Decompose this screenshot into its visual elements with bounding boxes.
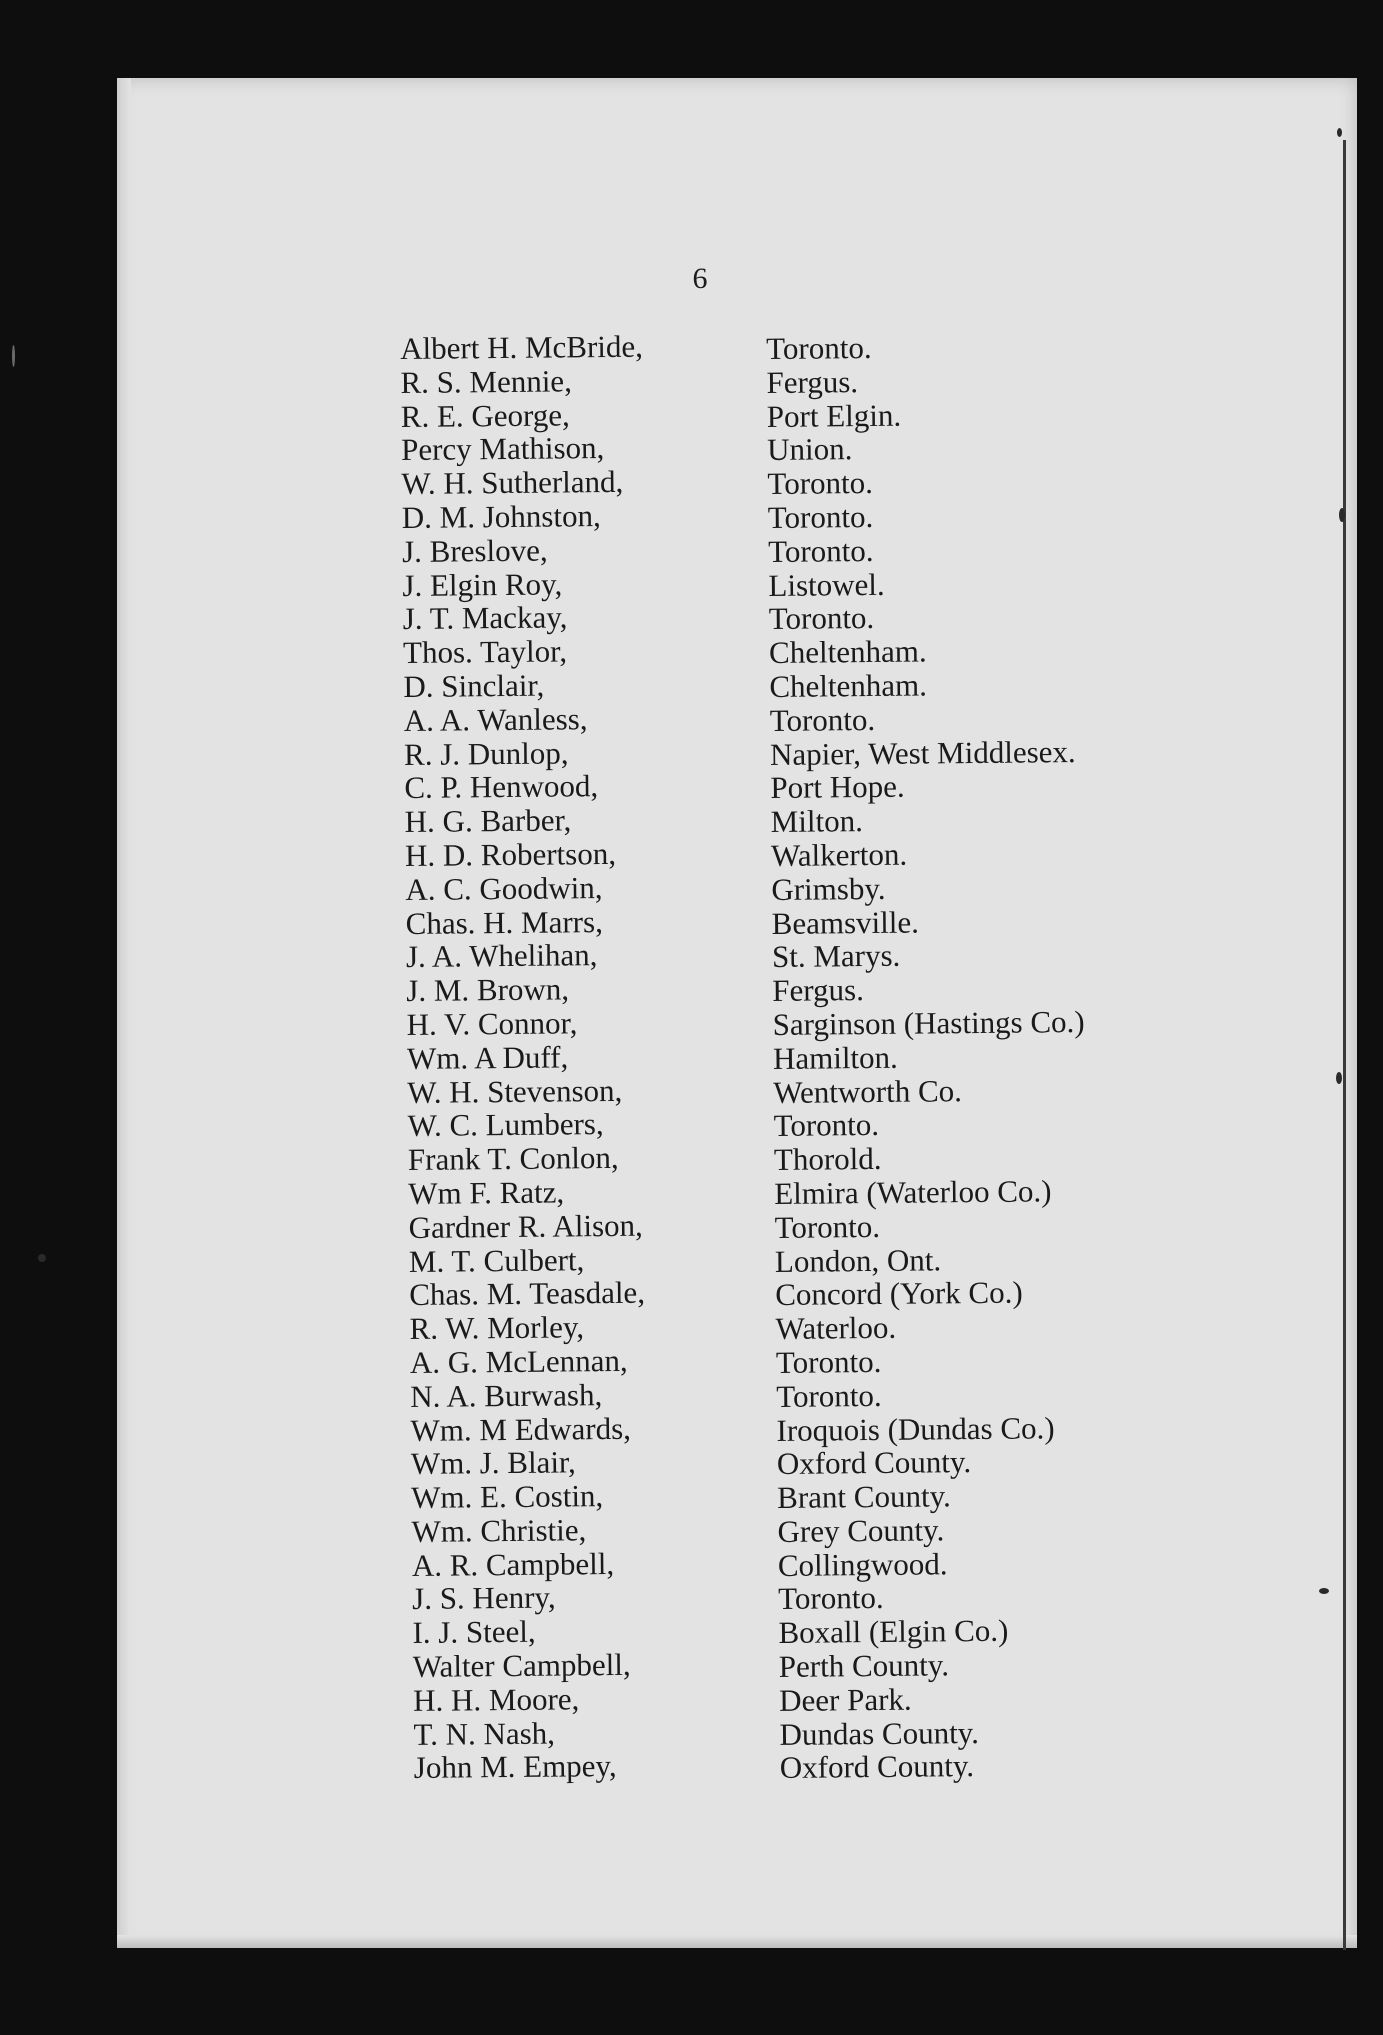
- entry-place: Listowel.: [768, 566, 885, 603]
- entry-name: Wm. J. Blair,: [410, 1444, 576, 1482]
- entry-place: Cheltenham.: [769, 667, 928, 704]
- entry-name: Frank T. Conlon,: [407, 1140, 619, 1178]
- entry-name: Percy Mathison,: [400, 430, 605, 468]
- dust-speck: [38, 1254, 46, 1262]
- dust-speck: [1336, 1072, 1342, 1084]
- entry-name: R. J. Dunlop,: [403, 734, 569, 772]
- entry-name: H. V. Connor,: [406, 1005, 578, 1042]
- entry-place: Grimsby.: [771, 870, 886, 907]
- entry-place: Wentworth Co.: [773, 1072, 963, 1110]
- entry-place: London, Ont.: [774, 1241, 942, 1279]
- entry-place: St. Marys.: [771, 938, 901, 975]
- entry-name: J. A. Whelihan,: [405, 937, 598, 975]
- entry-place: Toronto.: [777, 1580, 884, 1617]
- entry-place: Thorold.: [773, 1141, 882, 1178]
- entry-place: Oxford County.: [779, 1748, 975, 1786]
- entry-place: Concord (York Co.): [775, 1274, 1023, 1313]
- entry-name: H. G. Barber,: [404, 802, 572, 840]
- entry-place: Toronto.: [773, 1107, 880, 1144]
- entry-name: W. H. Sutherland,: [401, 464, 624, 502]
- entry-name: A. R. Campbell,: [411, 1545, 615, 1583]
- entry-place: Collingwood.: [777, 1546, 948, 1583]
- entry-place: Port Hope.: [770, 769, 905, 806]
- names-column: [400, 330, 657, 1786]
- entry-place: Toronto.: [767, 532, 874, 569]
- entry-name: J. M. Brown,: [406, 971, 570, 1009]
- dust-speck: [1337, 128, 1342, 137]
- entry-place: Toronto.: [767, 465, 874, 502]
- entry-name: N. A. Burwash,: [410, 1376, 603, 1414]
- entry-name: J. S. Henry,: [411, 1580, 556, 1617]
- entry-name: W. C. Lumbers,: [407, 1106, 604, 1144]
- entry-name: Walter Campbell,: [412, 1646, 631, 1685]
- entry-place: Milton.: [770, 803, 864, 840]
- entry-place: Toronto.: [776, 1377, 882, 1414]
- entry-name: Albert H. McBride,: [399, 328, 644, 366]
- binding-gutter-line: [1343, 140, 1346, 1950]
- page-left-edge: [117, 78, 131, 1948]
- dust-speck: [1339, 508, 1345, 522]
- entry-name: J. Breslove,: [401, 532, 548, 569]
- entry-name: D. Sinclair,: [403, 667, 545, 704]
- entry-name: Wm. Christie,: [411, 1512, 587, 1549]
- entry-place: Cheltenham.: [768, 633, 927, 671]
- entry-name: Wm F. Ratz,: [408, 1174, 565, 1211]
- entry-name: R. W. Morley,: [409, 1309, 585, 1347]
- entry-name: D. M. Johnston,: [401, 498, 601, 535]
- entry-name: C. P. Henwood,: [404, 768, 599, 806]
- entry-name: M. T. Culbert,: [408, 1241, 585, 1279]
- entry-place: Hamilton.: [772, 1039, 898, 1076]
- page-bottom-edge: [117, 1935, 1357, 1948]
- entry-name: W. H. Stevenson,: [407, 1072, 623, 1110]
- entry-place: Oxford County.: [776, 1444, 972, 1482]
- entry-name: I. J. Steel,: [412, 1614, 536, 1651]
- entry-place: Union.: [766, 431, 853, 468]
- entry-place: Toronto.: [767, 498, 874, 535]
- dust-speck: [1319, 1588, 1329, 1594]
- entry-place: Napier, West Middlesex.: [769, 733, 1076, 772]
- entry-place: Toronto.: [768, 600, 875, 637]
- entry-place: Fergus.: [772, 972, 865, 1009]
- entry-name: J. Elgin Roy,: [402, 566, 563, 603]
- entry-place: Sarginson (Hastings Co.): [772, 1003, 1085, 1042]
- entry-place: Walkerton.: [770, 836, 908, 873]
- paper-page: [117, 78, 1357, 1948]
- entry-place: Toronto.: [774, 1208, 881, 1245]
- entry-name: Thos. Taylor,: [402, 633, 568, 671]
- entry-place: Fergus.: [766, 363, 859, 400]
- entry-name: Chas. H. Marrs,: [405, 903, 604, 941]
- entry-place: Grey County.: [777, 1512, 945, 1549]
- entry-place: Toronto.: [765, 329, 872, 366]
- entry-name: J. T. Mackay,: [402, 599, 568, 637]
- entry-name: H. H. Moore,: [412, 1681, 580, 1718]
- entry-place: Toronto.: [769, 701, 876, 738]
- entry-place: Brant County.: [777, 1478, 952, 1516]
- entry-place: Iroquois (Dundas Co.): [776, 1409, 1055, 1448]
- entry-place: Dundas County.: [779, 1714, 980, 1752]
- entry-name: H. D. Robertson,: [404, 835, 617, 873]
- entry-place: Perth County.: [778, 1647, 950, 1685]
- entry-name: A. A. Wanless,: [403, 700, 588, 738]
- entry-place: Toronto.: [775, 1343, 882, 1380]
- entry-name: T. N. Nash,: [413, 1715, 556, 1752]
- entry-name: R. S. Mennie,: [400, 363, 573, 400]
- entry-name: Wm. E. Costin,: [411, 1478, 604, 1516]
- entry-name: A. C. Goodwin,: [405, 869, 603, 907]
- entry-place: Port Elgin.: [766, 397, 902, 434]
- entry-name: Wm. A Duff,: [406, 1039, 569, 1076]
- entry-place: Elmira (Waterloo Co.): [774, 1173, 1052, 1211]
- entry-place: Beamsville.: [771, 904, 920, 941]
- entry-place: Waterloo.: [775, 1309, 897, 1347]
- places-column: [766, 329, 1092, 1785]
- entry-name: A. G. McLennan,: [409, 1342, 628, 1380]
- entry-name: Gardner R. Alison,: [408, 1207, 643, 1245]
- entry-place: Deer Park.: [778, 1681, 912, 1718]
- entry-name: Wm. M Edwards,: [410, 1410, 632, 1448]
- dust-speck: [12, 345, 15, 367]
- entry-place: Boxall (Elgin Co.): [778, 1613, 1009, 1651]
- entry-name: Chas. M. Teasdale,: [409, 1275, 646, 1313]
- entry-name: R. E. George,: [400, 396, 571, 434]
- entry-name: John M. Empey,: [413, 1748, 617, 1786]
- page-number: 6: [692, 262, 708, 295]
